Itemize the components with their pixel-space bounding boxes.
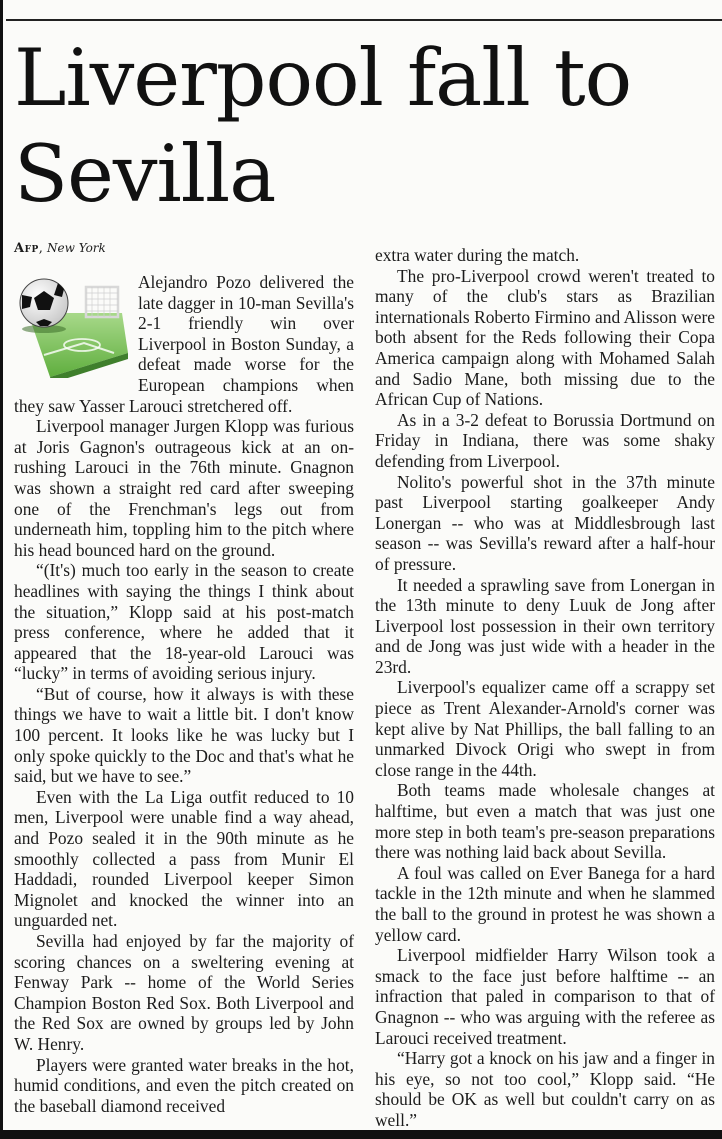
bottom-band bbox=[0, 1130, 722, 1139]
paragraph: Liverpool's equalizer came off a scrappy set piece as Trent Alexander-Arnold's corner was kept alive by Nat Phillips, the ball falling to an unmarked Divock Origi who swept in from close range in the 44th. bbox=[375, 677, 715, 780]
paragraph: Both teams made wholesale changes at halftime, but even a match that was just one more step in both team's pre-season preparations there was nothing laid back about Sevilla. bbox=[375, 780, 715, 863]
article-column-1 bbox=[14, 272, 354, 1116]
paragraph: As in a 3-2 defeat to Borussia Dortmund on Friday in Indiana, there was some shaky defending from Liverpool. bbox=[375, 409, 715, 471]
football-pitch-icon bbox=[14, 273, 128, 378]
page-left-rule bbox=[0, 0, 3, 1139]
paragraph: The pro-Liverpool crowd weren't treated to many of the club's stars as Brazilian internationals Roberto Firmino and Alisson were both absent for the Reds following their Copa America campaign along with Mohamed Salah and Sadio Mane, both missing due to the African Cup of Nations. bbox=[375, 265, 715, 410]
byline-place: New York bbox=[47, 241, 106, 255]
paragraph: extra water during the match. bbox=[375, 245, 580, 265]
paragraph: A foul was called on Ever Banega for a hard tackle in the 12th minute and when he slammed the ball to the ground in protest he was shown a yellow card. bbox=[375, 862, 715, 945]
byline-agency: Afp bbox=[14, 241, 39, 256]
paragraph: It needed a sprawling save from Lonergan in the 13th minute to deny Luuk de Jong after Liverpool lost possession in their own territory and de Jong was just wide with a header in the 23rd. bbox=[375, 574, 715, 677]
paragraph: Players were granted water breaks in the hot, humid conditions, and even the pitch created on the baseball diamond received bbox=[14, 1054, 354, 1116]
top-rule bbox=[6, 19, 722, 21]
paragraph: Even with the La Liga outfit reduced to 10 men, Liverpool were unable find a way ahead, and Pozo sealed it in the 90th minute as he smoothly collected a pass from Munir El Haddadi, rounded Liverpool keeper Simon Mignolet and knocked the winner into an unguarded net. bbox=[14, 786, 354, 931]
paragraph: Alejandro Pozo delivered the late dagger in 10-man Sevilla's 2-1 friendly win over Liverpool in Boston Sunday, a defeat made worse for the European champions when they saw Yasser Larouci stretchered off. bbox=[14, 272, 354, 416]
paragraph: “(It's) much too early in the season to create headlines with saying the things I think about the situation,” Klopp said at his post-match press conference, where he added that it appeared that the 18-year-old Larouci was “lucky” in terms of avoiding serious injury. bbox=[14, 560, 354, 684]
article-column-2 bbox=[375, 245, 715, 1131]
paragraph: “But of course, how it always is with these things we have to wait a little bit. I don't know 100 percent. It looks like he was lucky but I only spoke quickly to the Doc and that's what he said, but we have to see.” bbox=[14, 683, 354, 787]
headline: Liverpool fall to Sevilla bbox=[14, 32, 632, 220]
byline: Afp, New York bbox=[14, 241, 106, 256]
paragraph: “Harry got a knock on his jaw and a finger in his eye, so not too cool,” Klopp said. “He should be OK as well but couldn't carry on as well.” bbox=[375, 1048, 715, 1130]
paragraph: Liverpool midfielder Harry Wilson took a smack to the face just before halftime -- an infraction that paled in comparison to that of Gnagnon -- who was arguing with the referee as Larouci received treatment. bbox=[375, 945, 715, 1048]
paragraph: Sevilla had enjoyed by far the majority of scoring chances on a sweltering evening at Fenway Park -- home of the World Series Champion Boston Red Sox. Both Liverpool and the Red Sox are owned by groups led by John W. Henry. bbox=[14, 931, 354, 1054]
paragraph: Nolito's powerful shot in the 37th minute past Liverpool starting goalkeeper Andy Lonergan -- who was at Middlesbrough last season -- was Sevilla's reward after a half-hour of pressure. bbox=[375, 471, 715, 574]
paragraph: Liverpool manager Jurgen Klopp was furious at Joris Gagnon's outrageous kick at an on-rushing Larouci in the 76th minute. Gnagnon was shown a straight red card after sweeping one of the Frenchman's legs out from underneath him, toppling him to the pitch where his head bounced hard on the ground. bbox=[14, 416, 354, 560]
